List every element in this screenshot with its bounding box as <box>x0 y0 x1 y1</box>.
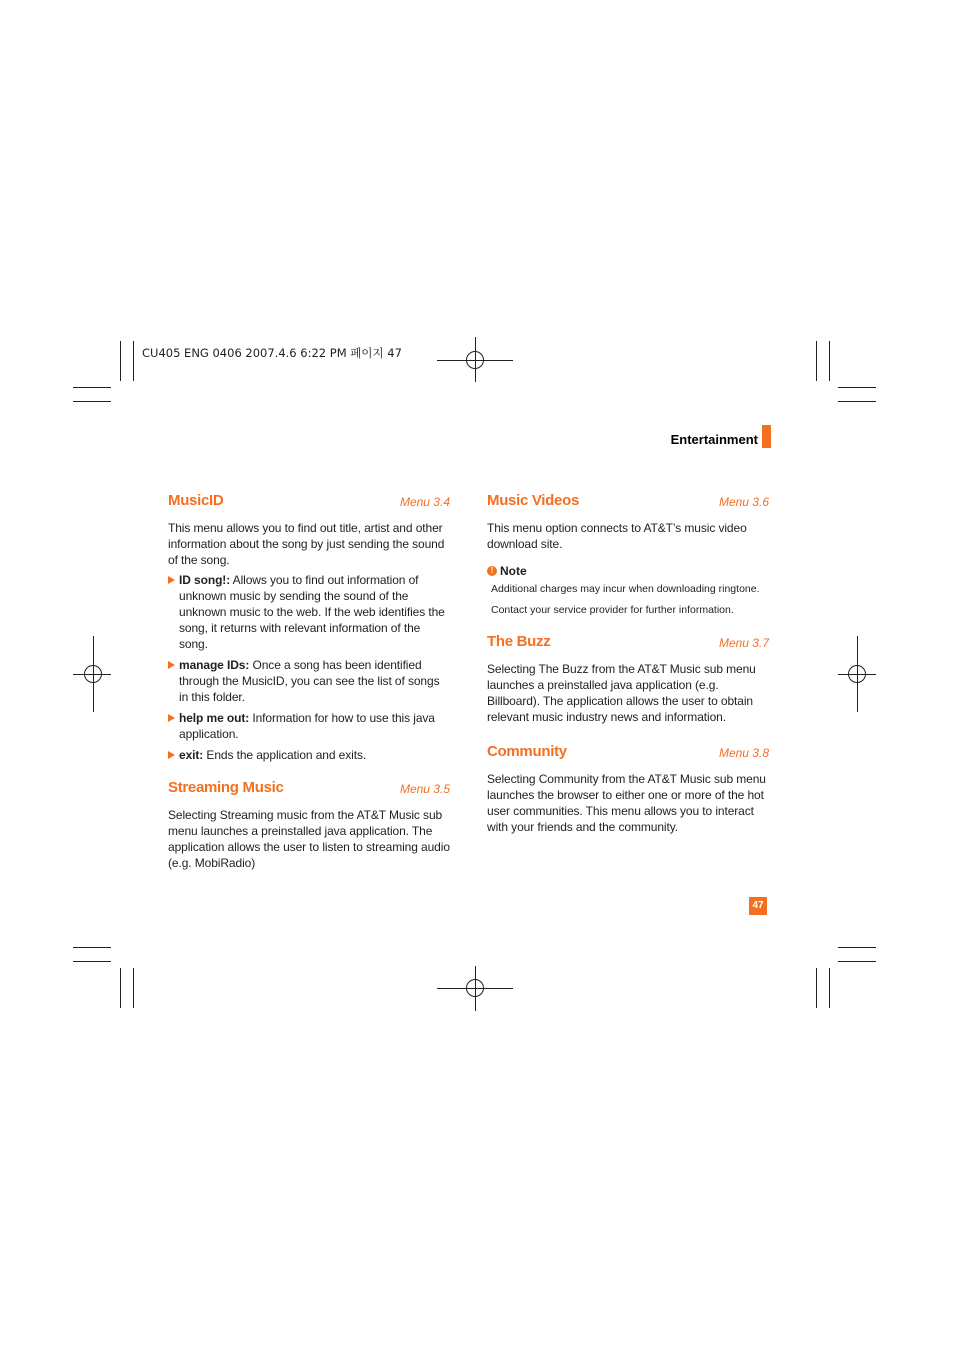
crop-mark-line <box>73 401 111 402</box>
section-title: MusicID <box>168 492 224 509</box>
left-column <box>168 492 450 871</box>
triangle-bullet-icon <box>168 714 175 722</box>
streaming-heading <box>168 779 450 799</box>
triangle-bullet-icon <box>168 576 175 584</box>
menu-number: Menu 3.5 <box>399 782 450 796</box>
crop-mark-line <box>73 947 111 948</box>
buzz-heading <box>487 633 769 653</box>
musicid-intro: This menu allows you to find out title, artist and other information about the song by just sending the sound of the song. <box>168 521 445 567</box>
triangle-bullet-icon <box>168 661 175 669</box>
crop-mark-line <box>829 968 830 1008</box>
page-number: 47 <box>749 897 767 915</box>
registration-mark-icon <box>84 665 102 683</box>
bullet-text: Once a song has been identified through the MusicID, you can see the list of songs in this folder. <box>179 658 440 704</box>
bullet-text: Information for how to use this java application. <box>179 711 435 741</box>
registration-mark-icon <box>466 979 484 997</box>
community-heading <box>487 743 769 763</box>
section-label: Entertainment <box>670 432 758 447</box>
menu-number: Menu 3.7 <box>718 636 769 650</box>
right-column <box>487 492 769 835</box>
registration-mark-icon <box>466 351 484 369</box>
crop-mark-line <box>829 341 830 381</box>
videos-heading <box>487 492 769 512</box>
crop-mark-line <box>838 961 876 962</box>
crop-mark-line <box>73 961 111 962</box>
list-item <box>168 710 450 742</box>
crop-mark-line <box>120 341 121 381</box>
crop-mark-line <box>133 341 134 381</box>
section-tab-marker <box>762 425 771 448</box>
note-title: Note <box>500 564 527 578</box>
list-item <box>168 657 450 705</box>
list-item <box>168 747 450 763</box>
buzz-body: Selecting The Buzz from the AT&T Music sub menu launches a preinstalled java application (e.g. Billboard). The application allows the user to obtain relevant music industry news and information. <box>487 662 756 724</box>
crop-mark-line <box>838 387 876 388</box>
section-title: Community <box>487 743 567 760</box>
list-item <box>168 572 450 652</box>
note-line: Additional charges may incur when downloading ringtone. <box>491 583 760 595</box>
menu-number: Menu 3.6 <box>718 495 769 509</box>
crop-mark-line <box>838 401 876 402</box>
community-body: Selecting Community from the AT&T Music sub menu launches the browser to either one or more of the hot user communities. This menu allows you to interact with your friends and the community. <box>487 772 766 834</box>
registration-mark-icon <box>848 665 866 683</box>
crop-mark-line <box>816 341 817 381</box>
bullet-term: ID song!: <box>179 573 231 587</box>
crop-mark-line <box>133 968 134 1008</box>
info-icon: ! <box>487 566 497 576</box>
triangle-bullet-icon <box>168 751 175 759</box>
bullet-term: manage IDs: <box>179 658 250 672</box>
bullet-term: exit: <box>179 748 204 762</box>
bullet-term: help me out: <box>179 711 250 725</box>
section-title: The Buzz <box>487 633 551 650</box>
print-info: CU405 ENG 0406 2007.4.6 6:22 PM 페이지 47 <box>142 346 402 360</box>
streaming-body: Selecting Streaming music from the AT&T Music sub menu launches a preinstalled java application. The application allows the user to listen to streaming audio (e.g. MobiRadio) <box>168 808 450 870</box>
menu-number: Menu 3.8 <box>718 746 769 760</box>
note-line: Contact your service provider for further information. <box>491 604 734 616</box>
menu-number: Menu 3.4 <box>399 495 450 509</box>
note-heading <box>487 564 769 580</box>
crop-mark-line <box>120 968 121 1008</box>
crop-mark-line <box>838 947 876 948</box>
bullet-text: Allows you to find out information of unknown music by sending the sound of the unknown music to the web. If the web identifies the song, it returns with relevant information of the song. <box>179 573 445 651</box>
crop-mark-line <box>73 387 111 388</box>
section-title: Streaming Music <box>168 779 284 796</box>
videos-body: This menu option connects to AT&T’s music video download site. <box>487 521 747 551</box>
crop-mark-line <box>816 968 817 1008</box>
musicid-heading <box>168 492 450 512</box>
section-title: Music Videos <box>487 492 579 509</box>
bullet-text: Ends the application and exits. <box>203 748 367 762</box>
